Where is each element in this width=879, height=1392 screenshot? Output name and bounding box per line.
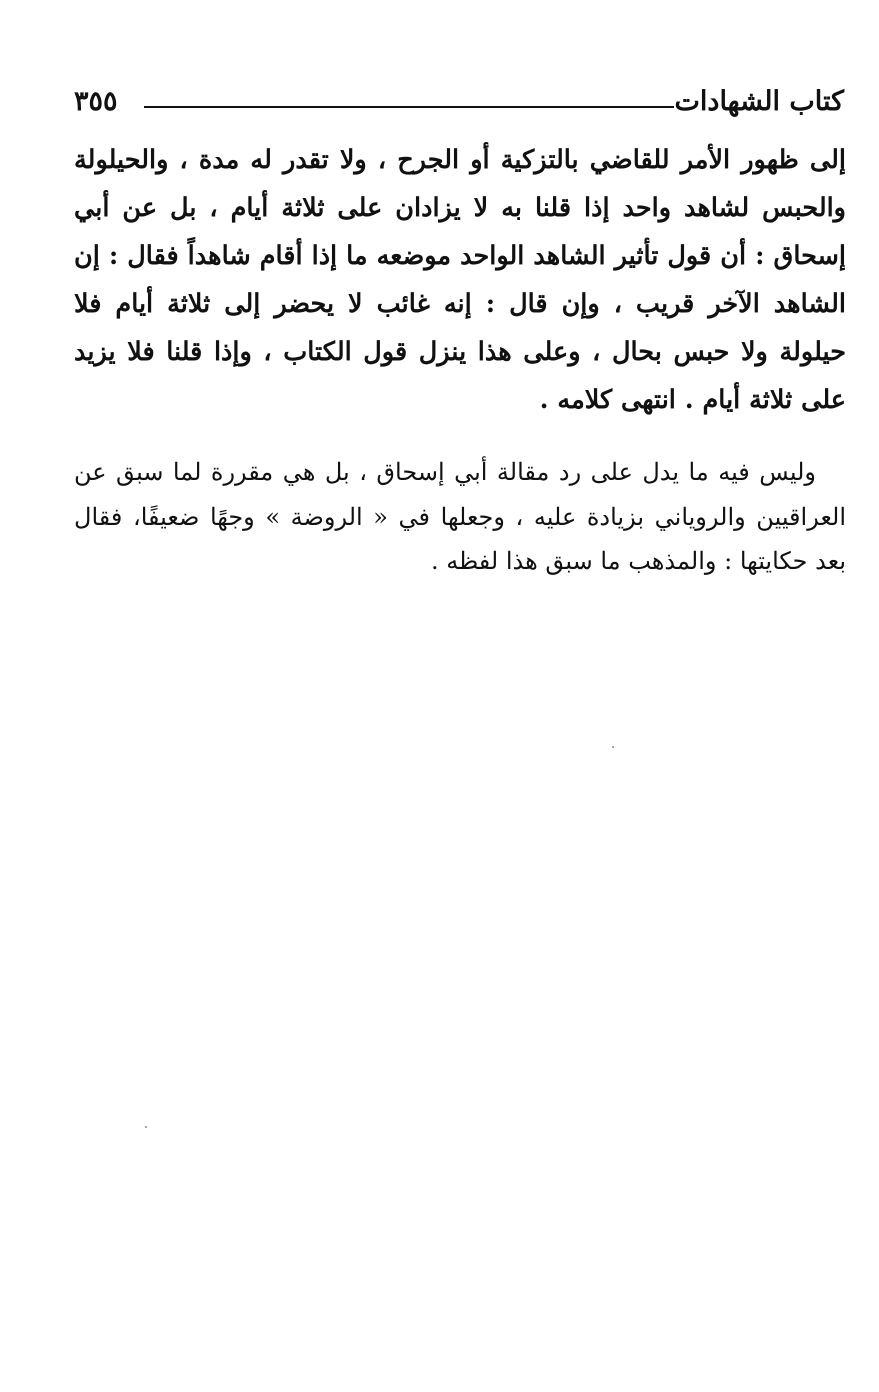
running-title: كتاب الشهادات	[674, 86, 844, 117]
header-rule	[144, 106, 674, 108]
scan-speck	[145, 1126, 147, 1128]
scan-speck	[612, 746, 614, 748]
page-number: ٣٥٥	[74, 86, 118, 117]
page-header	[74, 82, 844, 122]
body-paragraph-1	[74, 136, 846, 424]
body-paragraph-2	[74, 450, 846, 584]
paragraph-text: وليس فيه ما يدل على رد مقالة أبي إسحاق ، بل هي مقررة لما سبق عن العراقيين والروياني بزيادة عليه ، وجعلها في « الروضة » وجهًا ضعيفًا، فقال بعد حكايتها : والمذهب ما سبق هذا لفظه .	[74, 458, 846, 575]
paragraph-text: إلى ظهور الأمر للقاضي بالتزكية أو الجرح ، ولا تقدر له مدة ، والحيلولة والحبس لشاهد واحد إذا قلنا به لا يزادان على ثلاثة أيام ، بل عن أبي إسحاق : أن قول تأثير الشاهد الواحد موضعه ما إذا أقام شاهداً فقال : إن الشاهد الآخر قريب ، وإن قال : إنه غائب لا يحضر إلى ثلاثة أيام فلا حيلولة ولا حبس بحال ، وعلى هذا ينزل قول الكتاب ، وإذا قلنا فلا يزيد على ثلاثة أيام . انتهى كلامه .	[74, 145, 846, 415]
